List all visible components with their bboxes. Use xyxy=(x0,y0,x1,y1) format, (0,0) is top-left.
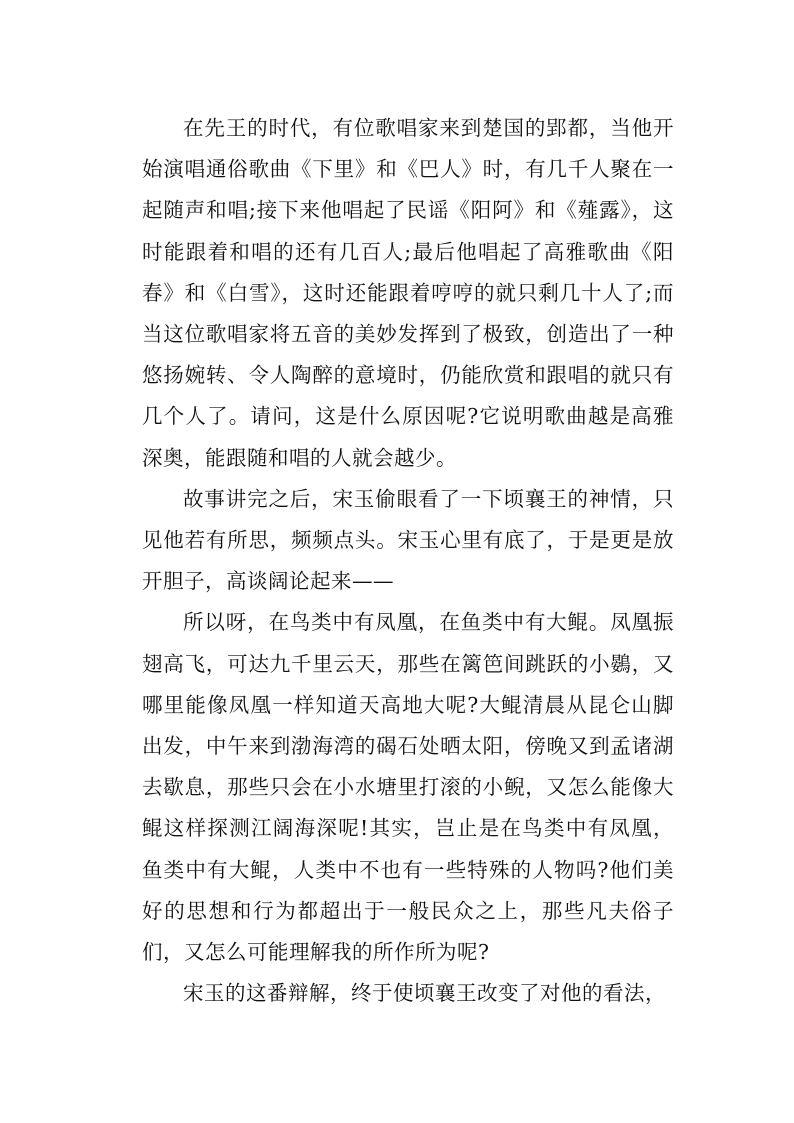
paragraph-4: 宋玉的这番辩解，终于使顷襄王改变了对他的看法， xyxy=(183,981,666,1006)
paragraph-1: 在先王的时代，有位歌唱家来到楚国的郢都，当他开始演唱通俗歌曲《下里》和《巴人》时，有几千人聚在一起随声和唱;接下来他唱起了民谣《阳阿》和《薤露》，这时能跟着和唱的还有几百人;最后他唱起了高雅歌曲《阳春》和《白雪》，这时还能跟着哼哼的就只剩几十人了;而当这位歌唱家将五音的美妙发挥到了极致，创造出了一种悠扬婉转、令人陶醉的意境时，仍能欣赏和跟唱的就只有几个人了。请问，这是什么原因呢?它说明歌曲越是高雅深奥，能跟随和唱的人就会越少。 xyxy=(142,116,674,470)
paragraph-2: 故事讲完之后，宋玉偷眼看了一下顷襄王的神情，只见他若有所思，频频点头。宋玉心里有底了，于是更是放开胆子，高谈阔论起来—— xyxy=(142,486,674,594)
paragraph-3: 所以呀，在鸟类中有凤凰，在鱼类中有大鲲。凤凰振翅高飞，可达九千里云天，那些在篱笆间跳跃的小鷃，又哪里能像凤凰一样知道天高地大呢?大鲲清晨从昆仑山脚出发，中午来到渤海湾的碣石处晒太阳，傍晚又到孟诸湖去歇息，那些只会在小水塘里打滚的小鲵，又怎么能像大鲲这样探测江阔海深呢!其实，岂止是在鸟类中有凤凰，鱼类中有大鲲，人类中不也有一些特殊的人物吗?他们美好的思想和行为都超出于一般民众之上，那些凡夫俗子们，又怎么可能理解我的所作所为呢? xyxy=(142,610,674,965)
document-body xyxy=(142,108,674,1014)
